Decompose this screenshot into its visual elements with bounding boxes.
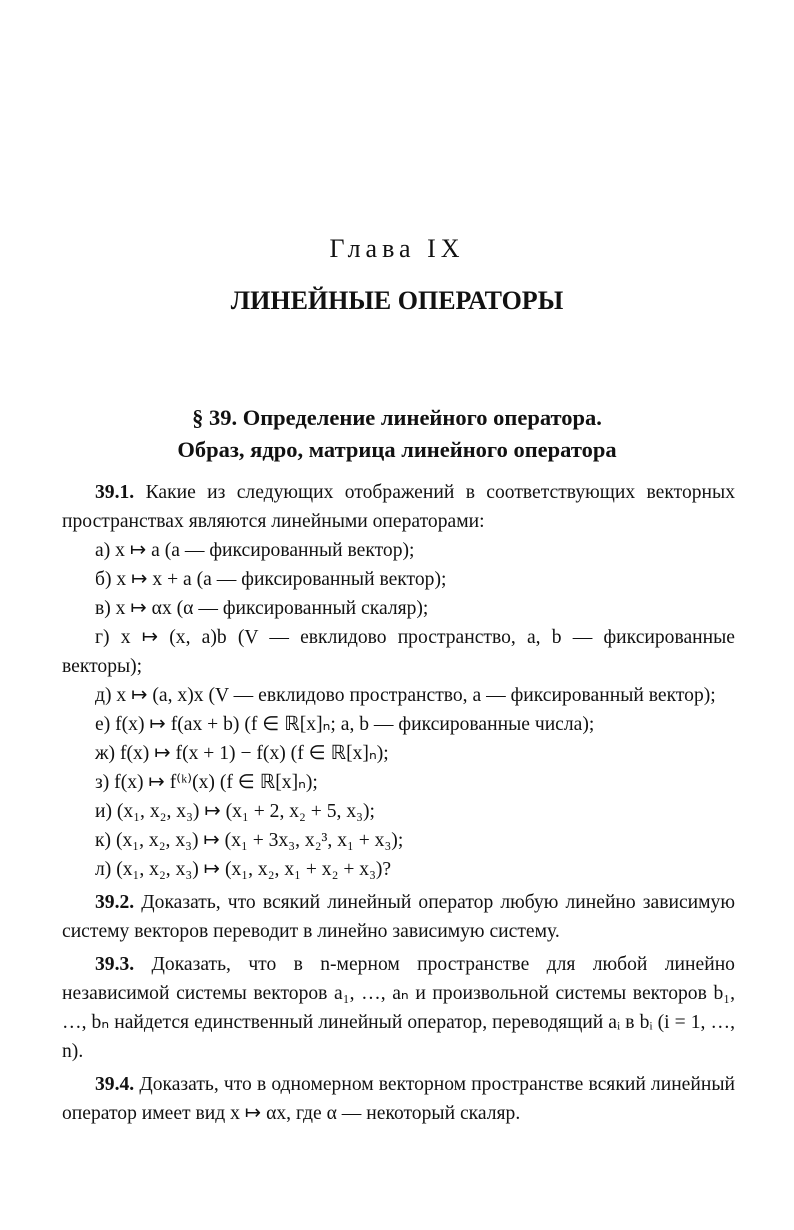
problem-item-i: и) (x₁, x₂, x₃) ↦ (x₁ + 2, x₂ + 5, x₃); bbox=[95, 801, 375, 822]
problem-text: Какие из следующих отображений в соответствующих векторных пространствах являются линейными операторами: bbox=[62, 482, 735, 532]
problem-item-d: д) x ↦ (a, x)x (V — евклидово пространство, a — фиксированный вектор); bbox=[95, 685, 716, 706]
problem-item-b: б) x ↦ x + a (a — фиксированный вектор); bbox=[95, 569, 447, 590]
problem-item-k: к) (x₁, x₂, x₃) ↦ (x₁ + 3x₃, x₂³, x₁ + x₃); bbox=[95, 830, 404, 851]
problem-text: Доказать, что всякий линейный оператор любую линейно зависимую систему векторов переводит в линейно зависимую систему. bbox=[62, 892, 735, 942]
problem-39-2 bbox=[62, 888, 735, 946]
problem-item-l: л) (x₁, x₂, x₃) ↦ (x₁, x₂, x₁ + x₂ + x₃)? bbox=[95, 859, 392, 880]
section-heading-line-2: Образ, ядро, матрица линейного оператора bbox=[177, 437, 617, 462]
problem-text: Доказать, что в n-мерном пространстве для любой линейно независимой системы векторов a₁, …, aₙ и произвольной системы векторов b₁, …, bₙ найдется единственный линейный оператор, переводящий aᵢ в bᵢ (i = 1, …, n). bbox=[62, 954, 735, 1062]
problem-39-4 bbox=[62, 1070, 735, 1128]
section-heading-line-1: § 39. Определение линейного оператора. bbox=[192, 405, 602, 430]
problem-item-v: в) x ↦ αx (α — фиксированный скаляр); bbox=[95, 598, 429, 619]
problem-item-g: г) x ↦ (x, a)b (V — евклидово пространство, a, b — фиксированные векторы); bbox=[62, 627, 735, 677]
problem-number: 39.3. bbox=[95, 954, 135, 975]
problem-number: 39.2. bbox=[95, 892, 135, 913]
problem-item-e: е) f(x) ↦ f(ax + b) (f ∈ ℝ[x]ₙ; a, b — фиксированные числа); bbox=[95, 714, 595, 735]
problem-39-3 bbox=[62, 950, 735, 1066]
chapter-title: ЛИНЕЙНЫЕ ОПЕРАТОРЫ bbox=[230, 286, 564, 315]
problem-item-z: з) f(x) ↦ f⁽ᵏ⁾(x) (f ∈ ℝ[x]ₙ); bbox=[95, 772, 318, 793]
problem-item-zh: ж) f(x) ↦ f(x + 1) − f(x) (f ∈ ℝ[x]ₙ); bbox=[95, 743, 389, 764]
problem-text: Доказать, что в одномерном векторном пространстве всякий линейный оператор имеет вид x ↦ αx, где α — некоторый скаляр. bbox=[62, 1074, 736, 1124]
problem-list bbox=[62, 478, 735, 1128]
chapter-label: Глава IX bbox=[329, 234, 465, 263]
problem-number: 39.1. bbox=[95, 482, 135, 503]
problem-number: 39.4. bbox=[95, 1074, 135, 1095]
problem-39-1-intro bbox=[62, 478, 735, 536]
section-heading bbox=[0, 402, 794, 466]
problem-item-a: а) x ↦ a (a — фиксированный вектор); bbox=[95, 540, 415, 561]
